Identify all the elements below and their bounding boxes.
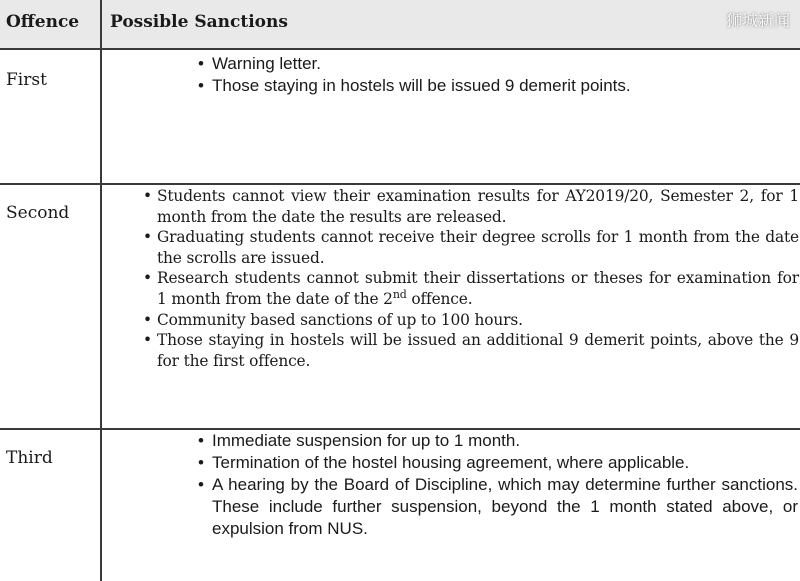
list-item: • Community based sanctions of up to 100 hours. xyxy=(143,310,799,331)
table-header xyxy=(0,0,800,50)
list-item-text: Research students cannot submit their dissertations or theses for examination for 1 month from the date of the 2 xyxy=(157,269,799,308)
list-item: • Immediate suspension for up to 1 month. xyxy=(198,430,798,452)
offence-label-second: Second xyxy=(6,203,70,223)
list-item: • Warning letter. xyxy=(198,53,788,75)
sanctions-list-first xyxy=(198,53,788,97)
sanctions-list-second xyxy=(143,186,799,371)
list-item: • Students cannot view their examination results for AY2019/20, Semester 2, for 1 month from the date the results are released. xyxy=(143,186,799,227)
list-item: • Termination of the hostel housing agreement, where applicable. xyxy=(198,452,798,474)
offence-label-first: First xyxy=(6,70,47,90)
list-item-suffix: offence. xyxy=(406,289,473,308)
ordinal-suffix: nd xyxy=(392,287,407,301)
offence-label-third: Third xyxy=(6,448,53,468)
header-possible-sanctions: Possible Sanctions xyxy=(110,12,288,32)
column-divider xyxy=(100,0,102,581)
sanctions-list-third xyxy=(198,430,798,540)
row-divider xyxy=(0,183,800,185)
list-item: • A hearing by the Board of Discipline, which may determine further sanctions. These include further suspension, beyond the 1 month stated above, or expulsion from NUS. xyxy=(198,474,798,540)
list-item: • Graduating students cannot receive their degree scrolls for 1 month from the date the scrolls are issued. xyxy=(143,227,799,268)
list-item xyxy=(143,268,799,309)
list-item: • Those staying in hostels will be issued 9 demerit points. xyxy=(198,75,788,97)
header-offence: Offence xyxy=(6,12,80,32)
list-item: • Those staying in hostels will be issued an additional 9 demerit points, above the 9 for the first offence. xyxy=(143,330,799,371)
watermark: 狮城新闻 xyxy=(725,11,790,30)
